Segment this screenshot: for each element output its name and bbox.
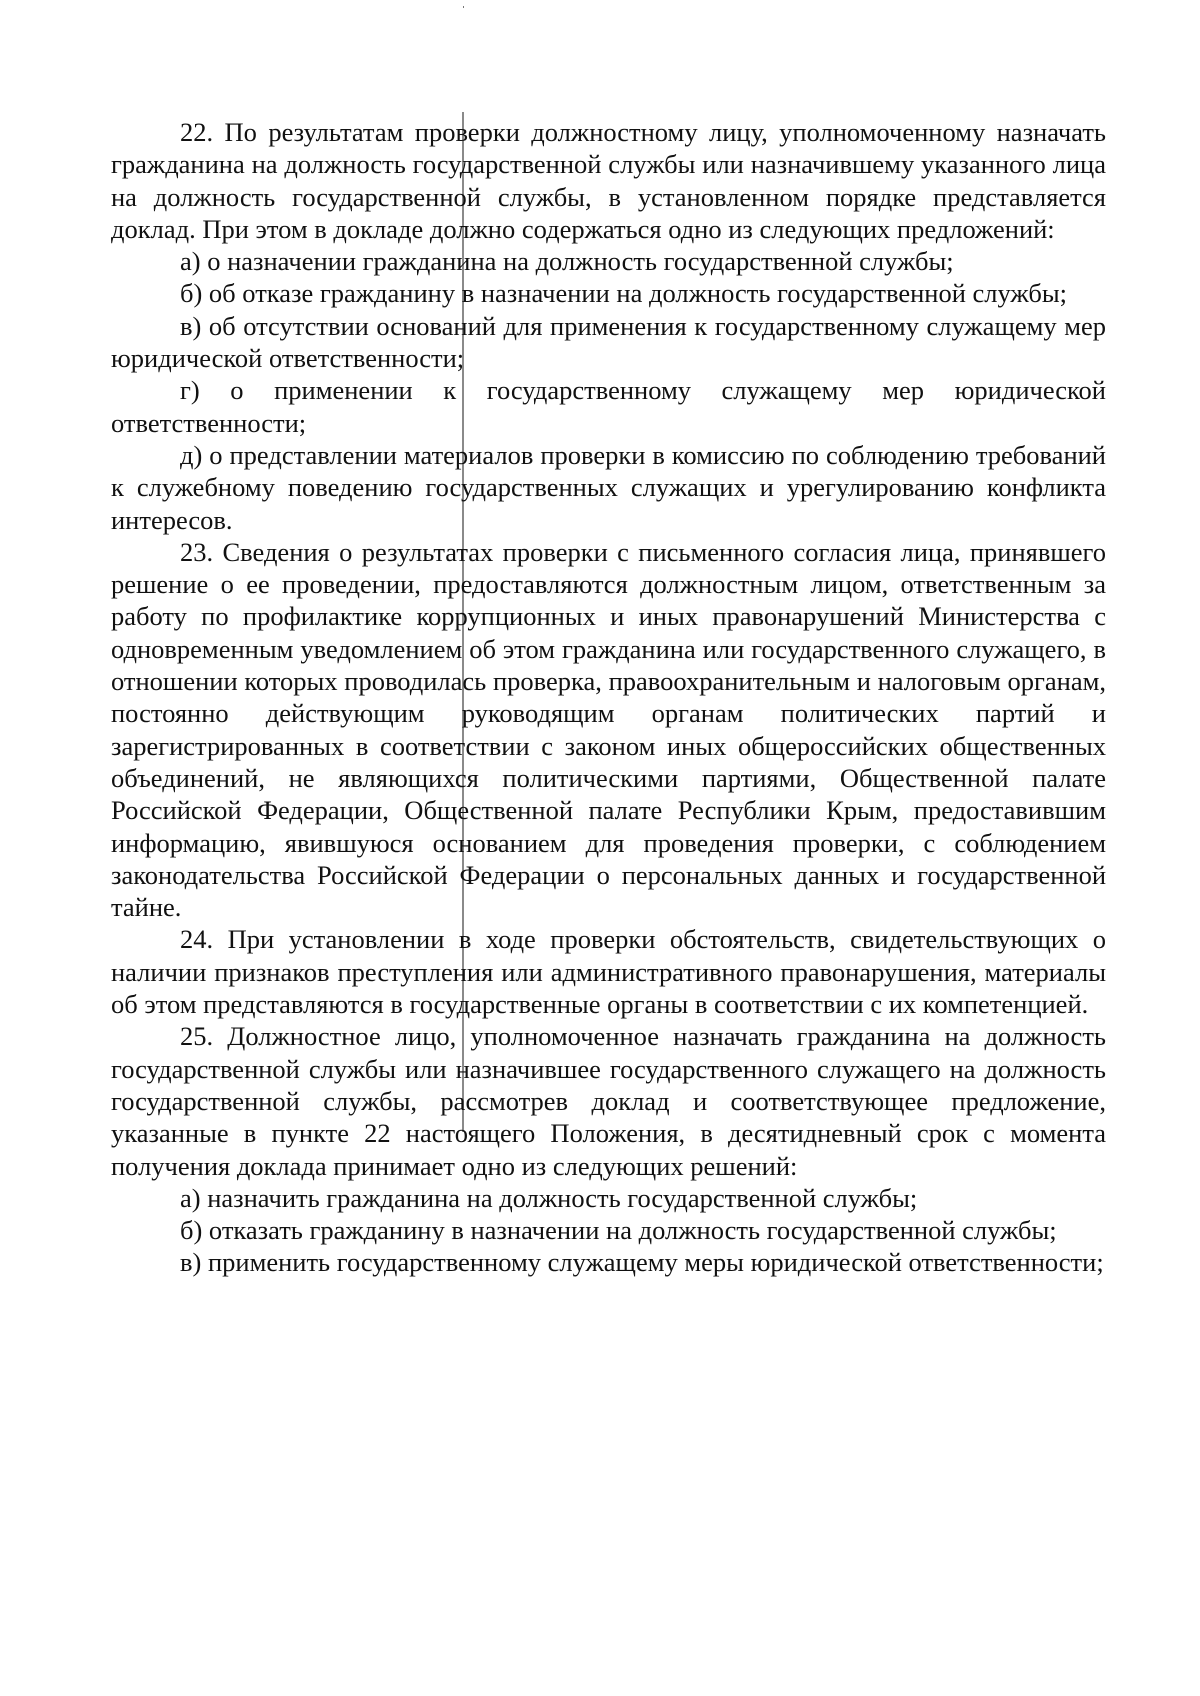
paragraph-22: 22. По результатам проверки должностному лицу, уполномоченному назначать гражданина на должность государственной службы или назначившему указанного лица на должность государственной службы, в установленном порядке представляется доклад. При этом в докладе должно содержаться одно из следующих предложений: bbox=[111, 117, 1106, 244]
item-22-b: б) об отказе гражданину в назначении на должность государственной службы; bbox=[180, 278, 1068, 309]
paragraph-25: 25. Должностное лицо, уполномоченное назначать гражданина на должность государственной службы или назначившее государственного служащего на должность государственной службы, рассмотрев доклад и соответствующее предложение, указанные в пункте 22 настоящего Положения, в десятидневный срок с момента получения доклада принимает одно из следующих решений: bbox=[111, 1021, 1106, 1181]
item-25-a: а) назначить гражданина на должность государственной службы; bbox=[180, 1182, 918, 1213]
item-25-b: б) отказать гражданину в назначении на должность государственной службы; bbox=[180, 1215, 1057, 1246]
item-22-a: а) о назначении гражданина на должность государственной службы; bbox=[180, 246, 954, 277]
scan-artifact-dot bbox=[463, 6, 464, 8]
paragraph-24: 24. При установлении в ходе проверки обстоятельств, свидетельствующих о наличии признаков преступления или административного правонарушения, материалы об этом представляются в государственные органы в соответствии с их компетенцией. bbox=[111, 924, 1106, 1020]
item-22-g: г) о применении к государственному служащему мер юридической ответственности; bbox=[111, 375, 1106, 438]
item-22-v: в) об отсутствии оснований для применения к государственному служащему мер юридической ответственности; bbox=[111, 310, 1106, 374]
paragraph-23: 23. Сведения о результатах проверки с письменного согласия лица, принявшего решение о ее проведении, предоставляются должностным лицом, ответственным за работу по профилактике коррупционных и иных правонарушений Министерства с одновременным уведомлением об этом гражданина или государственного служащего, в отношении которых проводилась проверка, правоохранительным и налоговым органам, постоянно действующим руководящим органам политических партий и зарегистрированных в соответствии с законом иных общероссийских общественных объединений, не являющихся политическими партиями, Общественной палате Российской Федерации, Общественной палате Республики Крым, предоставившим информацию, явившуюся основанием для проведения проверки, с соблюдением законодательства Российской Федерации о персональных данных и государственной тайне. bbox=[111, 536, 1106, 923]
item-22-d: д) о представлении материалов проверки в комиссию по соблюдению требований к служебному поведению государственных служащих и урегулированию конфликта интересов. bbox=[111, 439, 1106, 535]
document-body bbox=[111, 116, 1106, 1279]
item-25-v: в) применить государственному служащему меры юридической ответственности; bbox=[180, 1247, 1104, 1278]
